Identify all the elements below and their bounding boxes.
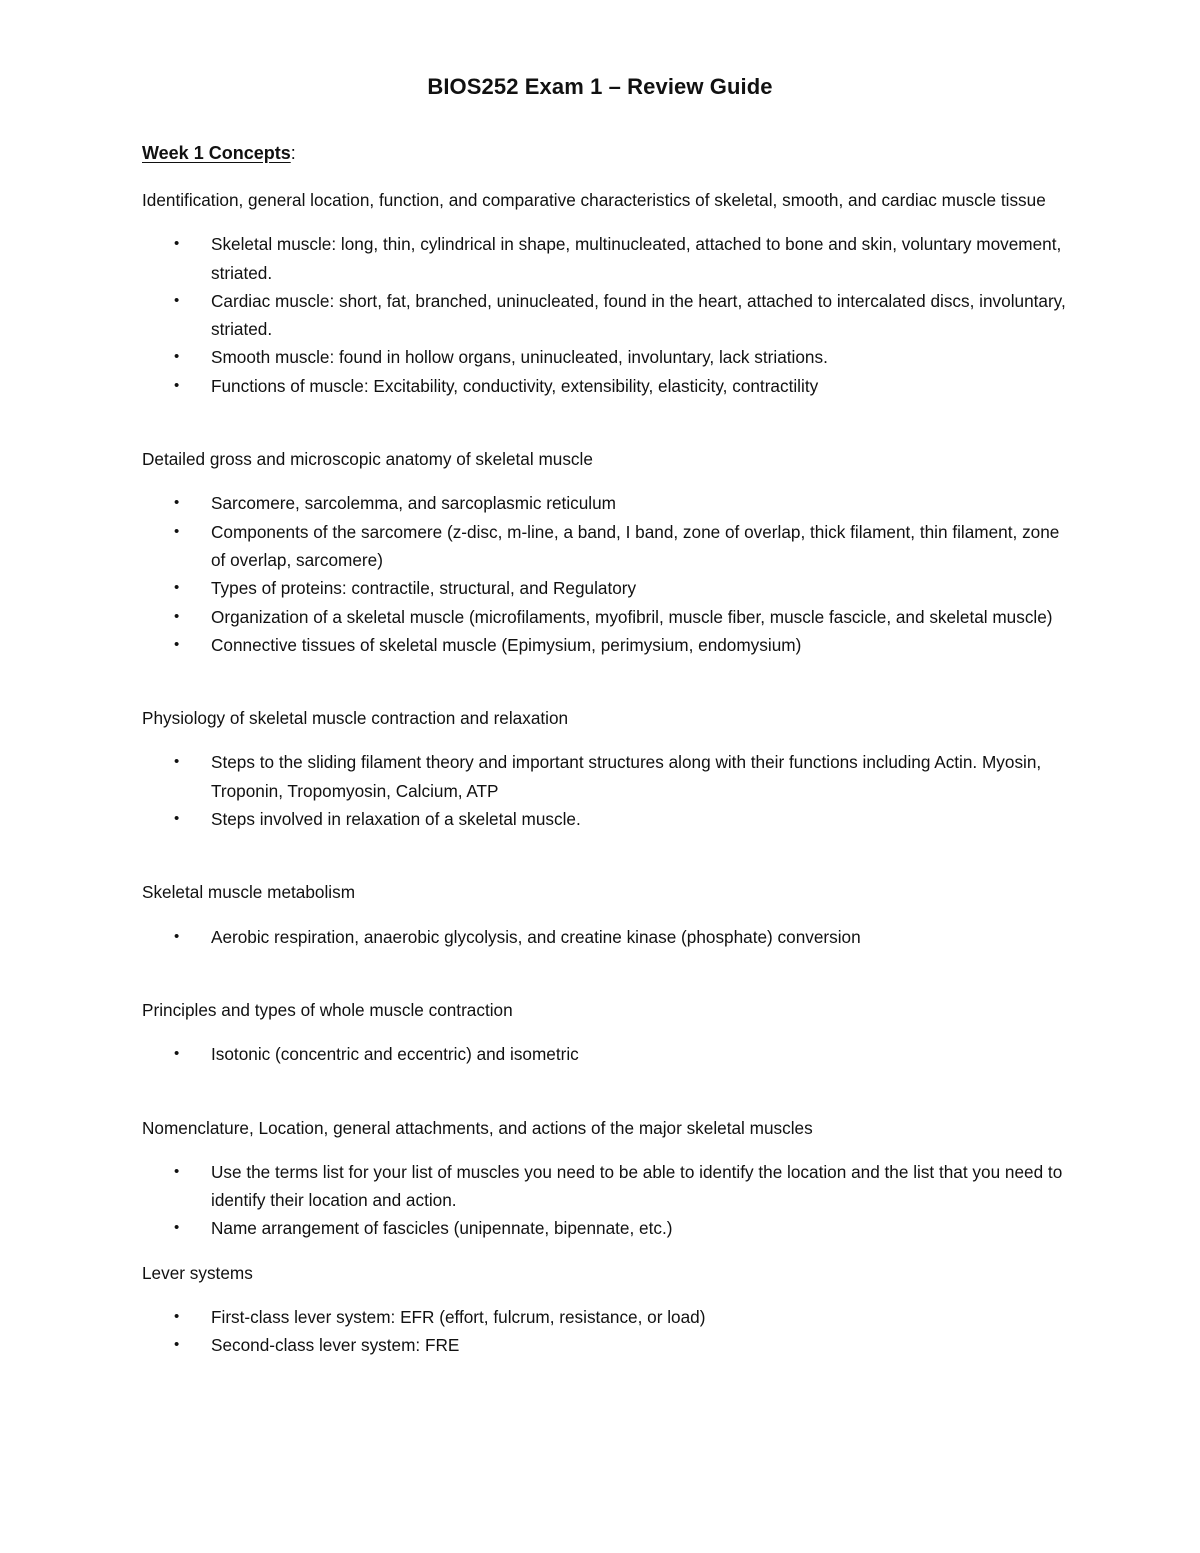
section-heading: Skeletal muscle metabolism [142,882,356,903]
bullet-list [142,923,1072,951]
list-item [142,1040,1072,1068]
bullet-icon: • [174,1045,180,1063]
list-item-text: First-class lever system: EFR (effort, fulcrum, resistance, or load) [211,1307,706,1328]
bullet-icon: • [174,579,180,597]
list-item-text: Functions of muscle: Excitability, conductivity, extensibility, elasticity, contractility [211,375,819,396]
section-heading: Nomenclature, Location, general attachments, and actions of the major skeletal muscles [142,1117,813,1138]
list-item [142,748,1072,805]
page-title: BIOS252 Exam 1 – Review Guide [427,74,773,99]
bullet-icon: • [174,1162,180,1180]
bullet-list [142,1040,1072,1068]
bullet-icon: • [174,291,180,309]
bullet-list [142,489,1072,659]
bullet-icon: • [174,753,180,771]
list-item [142,287,1072,344]
bullet-icon: • [174,1308,180,1326]
bullet-icon: • [174,376,180,394]
bullet-icon: • [174,607,180,625]
section-heading: Physiology of skeletal muscle contraction and relaxation [142,708,569,729]
week-heading-text: Week 1 Concepts [142,143,291,163]
list-item [142,1158,1072,1215]
bullet-icon: • [174,235,180,253]
week-heading-colon: : [290,143,296,163]
section-heading: Lever systems [142,1262,253,1283]
list-item [142,603,1072,631]
bullet-icon: • [174,1219,180,1237]
list-item-text: Second-class lever system: FRE [211,1335,460,1356]
list-item [142,1214,1072,1242]
list-item [142,574,1072,602]
list-item-text: Types of proteins: contractile, structural, and Regulatory [211,578,637,599]
section-heading: Principles and types of whole muscle contraction [142,999,513,1020]
list-item [142,1303,1072,1331]
list-item [142,631,1072,659]
bullet-list [142,1158,1072,1243]
week-heading [142,143,296,164]
bullet-icon: • [174,927,180,945]
list-item-text: Name arrangement of fascicles (unipennate, bipennate, etc.) [211,1218,673,1239]
list-item-text: Steps involved in relaxation of a skeletal muscle. [211,809,581,830]
list-item-text: Smooth muscle: found in hollow organs, uninucleated, involuntary, lack striations. [211,347,828,368]
bullet-icon: • [174,1336,180,1354]
list-item-text: Components of the sarcomere (z-disc, m-line, a band, I band, zone of overlap, thick filament, thin filament, zone of overlap, sarcomere) [211,521,1060,570]
section-heading: Detailed gross and microscopic anatomy of skeletal muscle [142,449,593,470]
list-item [142,372,1072,400]
review-content [142,186,1072,1360]
bullet-list [142,748,1072,833]
list-item [142,923,1072,951]
list-item-text: Steps to the sliding filament theory and important structures along with their functions including Actin. Myosin, Troponin, Tropomyosin, Calcium, ATP [211,752,1042,801]
list-item [142,518,1072,575]
list-item [142,230,1072,287]
list-item [142,343,1072,371]
list-item [142,805,1072,833]
bullet-list [142,230,1072,400]
bullet-icon: • [174,348,180,366]
bullet-icon: • [174,810,180,828]
list-item-text: Isotonic (concentric and eccentric) and isometric [211,1044,579,1065]
bullet-icon: • [174,522,180,540]
bullet-icon: • [174,635,180,653]
list-item-text: Sarcomere, sarcolemma, and sarcoplasmic reticulum [211,493,616,514]
list-item-text: Aerobic respiration, anaerobic glycolysis, and creatine kinase (phosphate) conversion [211,926,861,947]
list-item [142,489,1072,517]
list-item-text: Skeletal muscle: long, thin, cylindrical in shape, multinucleated, attached to bone and skin, voluntary movement, striated. [211,234,1062,283]
section-heading: Identification, general location, function, and comparative characteristics of skeletal, smooth, and cardiac muscle tissue [142,190,1046,210]
list-item-text: Cardiac muscle: short, fat, branched, uninucleated, found in the heart, attached to intercalated discs, involuntary, striated. [211,290,1066,340]
list-item [142,1331,1072,1359]
list-item-text: Connective tissues of skeletal muscle (Epimysium, perimysium, endomysium) [211,634,802,655]
list-item-text: Use the terms list for your list of muscles you need to be able to identify the location and the list that you need to identify their location and action. [211,1161,1063,1211]
bullet-list [142,1303,1072,1360]
bullet-icon: • [174,494,180,512]
list-item-text: Organization of a skeletal muscle (microfilaments, myofibril, muscle fiber, muscle fascicle, and skeletal muscle) [211,606,1053,627]
